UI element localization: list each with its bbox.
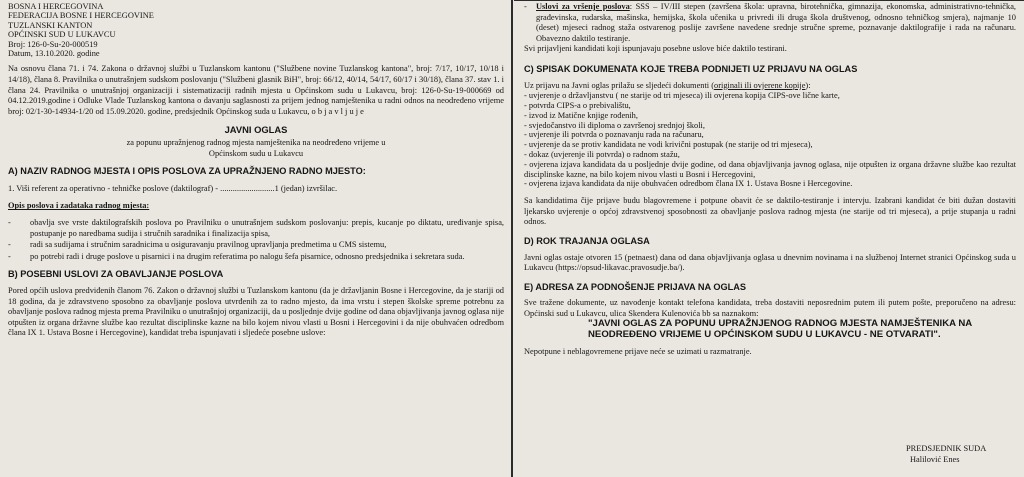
documents-lead: Uz prijavu na Javni oglas prilažu se sljedeći dokumenti (originali ili ovjerene kopije): [524, 80, 811, 90]
top-rule [514, 0, 1024, 1]
section-e-title: E) ADRESA ZA PODNOŠENJE PRIJAVA NA OGLAS [524, 281, 747, 292]
left-column [0, 0, 512, 339]
envelope-marking: "JAVNI OGLAS ZA POPUNU UPRAŽNJENOG RADNOG MJESTA NAMJEŠTENIKA NA NEODREĐENO VRIJEME U OPĆINSKOM SUDU U LUKAVCU - NE OTVARATI". [588, 318, 972, 340]
list-item: - ovjerena izjava kandidata da u posljednje dvije godine, od dana objavljivanja javnog oglasa, nije otpušten iz organa državne službe kao rezultat disciplinske kazne, na bilo kojem nivou vlasti u Bosni i Hercegovini, [524, 159, 1016, 179]
conditions-paragraph: - Uslovi za vršenje poslova: SSS – IV/III stepen (završena škola: upravna, birotehnička, gimnazija, ekonomska, administrativno-tehnička, građevinska, rudarska, mašinska, hemijska, škola učenika u privredi ili druga škola društvenog, odnosno tehničkog smjera), najmanje 10 (deset) mjeseci radnog staža ostvarenog poslije završene navedene srednje stručne spreme, poznavanje daktilografije i rada na računaru. Obavezno daktilo testiranje. [524, 2, 1017, 43]
position-line: 1. Viši referent za operativno - tehničke poslove (daktilograf) - ..........................1 (jedan) izvršilac. [8, 183, 338, 193]
header-line: Broj: 126-0-Su-20-000519 [8, 39, 98, 49]
ad-title: JAVNI OGLAS [224, 124, 288, 136]
intro-paragraph: Na osnovu člana 71. i 74. Zakona o državnoj službi u Tuzlanskom kantonu ("Službene novine Tuzlanskog kantona", broj: 7/17, 10/17, 10/18 i 14/18), člana 8. Pravilnika o unutrašnjem sudskom poslovanju ("Službeni glasnik BiH", broj: 66/12, 40/14, 54/17, 60/17 i 30/18), člana 37. stav 1. i člana 24. Pravilnika o unutrašnjoj organizaciji i sistematizaciji radnih mjesta u Općinskom sudu u Lukavcu, broj: 126-0-Su-19-000669 od 04.12.2019.godine i Odluke Vlade Tuzlanskog kantona o davanju saglasnosti za prijem jednog namještenika u radni odnos na neodređeno vrijeme broj: 02/1-30-14934-1/20 od 15.09.2020. godine, predsjednik Općinskog suda u Lukavcu, o b j a v l j u j e [8, 64, 504, 116]
conditions-label: Uslovi za vršenje poslova [536, 2, 630, 11]
documents-list [524, 91, 1016, 189]
header-line: BOSNA I HERCEGOVINA [8, 2, 104, 11]
list-item: - dokaz (uvjerenje ili potvrda) o radnom stažu, [524, 149, 680, 159]
right-column [514, 0, 1024, 358]
list-item: - uvjerenje da se protiv kandidata ne vodi krivični postupak (ne starije od tri mjeseca), [524, 140, 813, 150]
header-line: FEDERACIJA BOSNE I HERCEGOVINE [8, 11, 154, 21]
conditions-note: Svi prijavljeni kandidati koji ispunjavaju posebne uslove biće daktilo testirani. [524, 44, 787, 54]
list-item: - potvrda CIPS-a o prebivalištu, [524, 100, 631, 110]
section-e-note: Nepotpune i neblagovremene prijave neće se uzimati u razmatranje. [524, 347, 752, 357]
signature-role: PREDSJEDNIK SUDA [906, 444, 987, 453]
section-b-text: Pored općih uslova predviđenih članom 76. Zakon o državnoj službi u Tuzlanskom kantonu (da je državljanin Bosne i Hercegovine, da je stariji od 18 godina, da je zdravstveno sposobno za obavljanje poslova utvrđenih za to radno mjesto, da ima vrstu i stepen školske spreme potrebnu za obavljanje poslova radnog mjesta prema Pravilniku o unutrašnjoj organizaciji, da u posljednje dvije godine od dana objavljivanja javnog oglasa nije otpušten iz organa državne službe kao rezultat disciplinske kazne na bilo kojem nivou vlasti u Bosni i Hercegovini i da nije obuhvaćen odredbom člana IX 1. Ustava Bosne i Hercegovine), kandidat treba ispunjavati i sljedeće posebne uslove: [8, 285, 504, 338]
list-item: - uvjerenje o državljanstvu ( ne starije od tri mjeseca) ili ovjerena kopija CIPS-ove lične karte, [524, 91, 840, 101]
header-line: TUZLANSKI KANTON [8, 20, 93, 30]
section-b-title: B) POSEBNI USLOVI ZA OBAVLJANJE POSLOVA [8, 269, 224, 280]
list-item: - po potrebi radi i druge poslove u pisarnici i na drugim referatima po nalogu šefa pisarnice, odnosno predsjednika i sekretara suda. [8, 251, 465, 261]
list-item: - svjedočanstvo ili diploma o završenoj srednjoj školi, [524, 120, 705, 130]
conditions-text: : SSS – IV/III stepen (završena škola: upravna, birotehnička, gimnazija, ekonomska, administrativno-tehnička, građevinska, rudarska, mašinska, hemijska, škola učenika u privredi ili druga škola društvenog, odnosno tehničkog smjera), najmanje 10 (deset) mjeseci radnog staža ostvarenog poslije završene navedene srednje stručne spreme, poznavanje daktilografije i rada na računaru. Obavezno daktilo testiranje. [536, 2, 1017, 43]
section-c-title: C) SPISAK DOKUMENATA KOJE TREBA PODNIJETI UZ PRIJAVU NA OGLAS [524, 63, 858, 74]
section-d-text: Javni oglas ostaje otvoren 15 (petnaest) dana od dana objavljivanja oglasa u dnevnim novinama i na službenoj Internet stranici Općinskog suda u Lukavcu (https://opsud-likavac.pravosudje.ba/). [524, 252, 1016, 273]
list-item: - ovjerena izjava kandidata da nije obuhvaćen odredbom člana IX 1. Ustava Bosne i Hercegovine. [524, 179, 853, 189]
duties-heading: Opis poslova i zadataka radnog mjesta: [8, 201, 150, 211]
signature-name: Halilović Enes [910, 455, 960, 464]
list-item: - radi sa sudijama i stručnim saradnicima u osiguravanju pravilnog upravljanja predmetima u CMS sistemu, [8, 240, 387, 250]
column-divider [511, 0, 513, 477]
signature-block [906, 443, 986, 465]
list-item: - obavlja sve vrste daktilografskih poslova po Pravilniku o unutrašnjem sudskom poslovanju: prepis, kucanje po diktatu, uređivanje spisa, postupanje po naredbama sudija i stručnih saradnika i finalizacija spisa, [8, 217, 504, 238]
court-header [8, 2, 504, 58]
header-line: Datum, 13.10.2020. godine [8, 49, 100, 59]
header-line: OPĆINSKI SUD U LUKAVCU [8, 30, 116, 40]
list-item: - izvod iz Matične knjige rođenih, [524, 110, 638, 120]
testing-note: Sa kandidatima čije prijave budu blagovremene i potpune obavit će se daktilo-testiranje i intervju. Izabrani kandidat će biti dužan dostaviti ljekarsko uvjerenje o općoj zdravstvenoj sposobnosti za obavljanje poslova radnog mjesta (ne starije od tri mjeseca), a prije stupanja u radni odnos. [524, 196, 1016, 227]
section-d-title: D) ROK TRAJANJA OGLASA [524, 235, 650, 246]
section-e-text: Sve tražene dokumente, uz navođenje kontakt telefona kandidata, treba dostaviti neposrednim putem ili putem pošte, preporučeno na adresu: Općinski sud u Lukavcu, ulica Skendera Kulenovića bb sa naznakom: [524, 298, 1016, 318]
section-a-title: A) NAZIV RADNOG MJESTA I OPIS POSLOVA ZA UPRAŽNJENO RADNO MJESTO: [8, 166, 366, 177]
ad-subtitle: za popunu upražnjenog radnog mjesta namještenika na neodređeno vrijeme u Općinskom sudu u Lukavcu [126, 138, 386, 158]
list-item: - uvjerenje ili potvrda o poznavanju rada na računaru, [524, 130, 704, 140]
duties-list [8, 218, 504, 262]
